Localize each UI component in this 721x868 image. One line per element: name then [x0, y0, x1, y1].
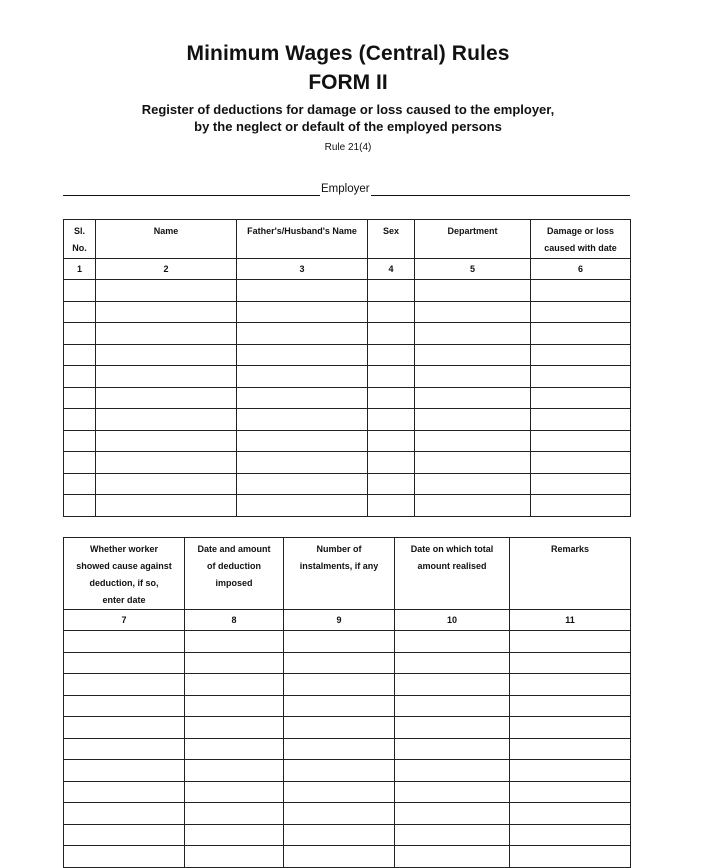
column-header	[531, 220, 631, 259]
blank-cell[interactable]	[395, 760, 510, 782]
blank-cell[interactable]	[64, 323, 96, 345]
blank-cell[interactable]	[284, 652, 395, 674]
blank-cell[interactable]	[415, 344, 531, 366]
employer-line-left	[63, 183, 320, 196]
blank-cell[interactable]	[368, 366, 415, 388]
blank-cell[interactable]	[395, 695, 510, 717]
blank-cell[interactable]	[237, 280, 368, 302]
column-header-line: showed cause against	[76, 561, 172, 571]
blank-cell[interactable]	[64, 803, 185, 825]
blank-cell[interactable]	[368, 344, 415, 366]
blank-cell[interactable]	[368, 430, 415, 452]
column-header-line: imposed	[215, 578, 253, 588]
blank-cell[interactable]	[185, 674, 284, 696]
blank-cell[interactable]	[531, 452, 631, 474]
blank-cell[interactable]	[415, 301, 531, 323]
blank-cell[interactable]	[185, 781, 284, 803]
blank-cell[interactable]	[237, 387, 368, 409]
form-number: FORM II	[308, 71, 388, 94]
column-number: 2	[96, 259, 237, 280]
table-row	[64, 695, 631, 717]
column-number: 11	[510, 610, 631, 631]
blank-cell[interactable]	[510, 652, 631, 674]
column-header-line: Father's/Husband's Name	[247, 226, 357, 236]
blank-cell[interactable]	[96, 430, 237, 452]
blank-cell[interactable]	[96, 409, 237, 431]
column-number: 4	[368, 259, 415, 280]
column-number: 6	[531, 259, 631, 280]
column-number: 9	[284, 610, 395, 631]
column-header-line: Name	[153, 226, 179, 236]
blank-cell[interactable]	[531, 387, 631, 409]
column-number: 7	[64, 610, 185, 631]
blank-cell[interactable]	[64, 409, 96, 431]
table-row	[64, 409, 631, 431]
column-header-line: Sex	[382, 226, 399, 236]
blank-cell[interactable]	[395, 738, 510, 760]
blank-cell[interactable]	[395, 803, 510, 825]
column-header-line: Whether worker	[89, 544, 158, 554]
table-row	[64, 495, 631, 517]
form-title: Minimum Wages (Central) Rules	[186, 42, 510, 65]
blank-cell[interactable]	[531, 323, 631, 345]
blank-cell[interactable]	[531, 301, 631, 323]
table-header-row	[64, 538, 631, 610]
blank-cell[interactable]	[237, 452, 368, 474]
blank-cell[interactable]	[395, 717, 510, 739]
column-header-line: No.	[72, 243, 87, 253]
blank-cell[interactable]	[510, 803, 631, 825]
blank-cell[interactable]	[368, 409, 415, 431]
column-header-line: caused with date	[544, 243, 617, 253]
blank-cell[interactable]	[531, 409, 631, 431]
blank-cell[interactable]	[96, 301, 237, 323]
table-row	[64, 323, 631, 345]
column-header-line: Remarks	[550, 544, 590, 554]
blank-cell[interactable]	[64, 495, 96, 517]
blank-cell[interactable]	[237, 473, 368, 495]
table-row	[64, 846, 631, 868]
blank-cell[interactable]	[531, 473, 631, 495]
column-header-line: instalments, if any	[299, 561, 379, 571]
blank-cell[interactable]	[510, 760, 631, 782]
column-header-line: enter date	[102, 595, 146, 605]
blank-cell[interactable]	[415, 495, 531, 517]
blank-cell[interactable]	[185, 631, 284, 653]
blank-cell[interactable]	[368, 473, 415, 495]
blank-cell[interactable]	[284, 674, 395, 696]
table-row	[64, 387, 631, 409]
blank-cell[interactable]	[531, 366, 631, 388]
blank-cell[interactable]	[96, 280, 237, 302]
blank-cell[interactable]	[284, 824, 395, 846]
subtitle-line-2: by the neglect or default of the employed persons	[194, 119, 502, 134]
blank-cell[interactable]	[415, 473, 531, 495]
blank-cell[interactable]	[284, 846, 395, 868]
column-header-line: deduction, if so,	[89, 578, 159, 588]
column-number: 5	[415, 259, 531, 280]
deductions-table-part-1	[63, 219, 631, 517]
column-header-line: Damage or loss	[546, 226, 615, 236]
blank-cell[interactable]	[395, 824, 510, 846]
blank-cell[interactable]	[185, 738, 284, 760]
blank-cell[interactable]	[284, 738, 395, 760]
deductions-table-part-2	[63, 537, 631, 868]
column-header	[185, 538, 284, 610]
blank-cell[interactable]	[185, 652, 284, 674]
blank-cell[interactable]	[237, 344, 368, 366]
blank-cell[interactable]	[185, 846, 284, 868]
blank-cell[interactable]	[531, 344, 631, 366]
blank-cell[interactable]	[64, 344, 96, 366]
blank-cell[interactable]	[510, 824, 631, 846]
table-row	[64, 473, 631, 495]
table-row	[64, 803, 631, 825]
blank-cell[interactable]	[368, 495, 415, 517]
column-header-line: Number of	[316, 544, 362, 554]
blank-cell[interactable]	[64, 674, 185, 696]
column-header	[415, 220, 531, 259]
blank-cell[interactable]	[96, 366, 237, 388]
blank-cell[interactable]	[96, 387, 237, 409]
blank-cell[interactable]	[368, 301, 415, 323]
blank-cell[interactable]	[368, 280, 415, 302]
employer-field	[63, 182, 630, 196]
employer-label: Employer	[321, 183, 370, 195]
blank-cell[interactable]	[64, 301, 96, 323]
blank-cell[interactable]	[237, 323, 368, 345]
blank-cell[interactable]	[64, 717, 185, 739]
blank-cell[interactable]	[96, 452, 237, 474]
blank-cell[interactable]	[64, 430, 96, 452]
blank-cell[interactable]	[64, 760, 185, 782]
blank-cell[interactable]	[368, 387, 415, 409]
blank-cell[interactable]	[64, 781, 185, 803]
column-header-line: Sl.	[73, 226, 85, 236]
blank-cell[interactable]	[185, 760, 284, 782]
blank-cell[interactable]	[185, 717, 284, 739]
blank-cell[interactable]	[415, 387, 531, 409]
blank-cell[interactable]	[415, 430, 531, 452]
column-number: 3	[237, 259, 368, 280]
blank-cell[interactable]	[64, 473, 96, 495]
blank-cell[interactable]	[237, 301, 368, 323]
table-row	[64, 430, 631, 452]
blank-cell[interactable]	[368, 323, 415, 345]
table-header-row	[64, 220, 631, 259]
column-number: 10	[395, 610, 510, 631]
blank-cell[interactable]	[415, 366, 531, 388]
blank-cell[interactable]	[510, 695, 631, 717]
blank-cell[interactable]	[531, 495, 631, 517]
column-number-row	[64, 259, 631, 280]
column-number-row	[64, 610, 631, 631]
column-header	[64, 220, 96, 259]
table-row	[64, 631, 631, 653]
blank-cell[interactable]	[395, 652, 510, 674]
blank-cell[interactable]	[284, 803, 395, 825]
column-header	[395, 538, 510, 610]
blank-cell[interactable]	[96, 495, 237, 517]
table-row	[64, 824, 631, 846]
column-header-line: Date and amount	[197, 544, 271, 554]
blank-cell[interactable]	[185, 824, 284, 846]
blank-cell[interactable]	[64, 387, 96, 409]
blank-cell[interactable]	[284, 631, 395, 653]
table-row	[64, 738, 631, 760]
blank-cell[interactable]	[531, 280, 631, 302]
blank-cell[interactable]	[64, 652, 185, 674]
blank-cell[interactable]	[415, 280, 531, 302]
column-header	[284, 538, 395, 610]
table-row	[64, 301, 631, 323]
blank-cell[interactable]	[415, 323, 531, 345]
blank-cell[interactable]	[510, 674, 631, 696]
blank-cell[interactable]	[395, 846, 510, 868]
blank-cell[interactable]	[237, 409, 368, 431]
table-row	[64, 652, 631, 674]
column-header	[368, 220, 415, 259]
blank-cell[interactable]	[237, 430, 368, 452]
blank-cell[interactable]	[96, 473, 237, 495]
column-number: 8	[185, 610, 284, 631]
column-header-line: Department	[447, 226, 498, 236]
table-row	[64, 717, 631, 739]
column-header	[96, 220, 237, 259]
employer-line-right	[371, 183, 630, 196]
blank-cell[interactable]	[185, 695, 284, 717]
table-row	[64, 760, 631, 782]
blank-cell[interactable]	[64, 738, 185, 760]
blank-cell[interactable]	[510, 846, 631, 868]
blank-cell[interactable]	[395, 674, 510, 696]
table-row	[64, 781, 631, 803]
column-header-line: Date on which total	[410, 544, 494, 554]
column-header	[237, 220, 368, 259]
blank-cell[interactable]	[64, 631, 185, 653]
blank-cell[interactable]	[415, 452, 531, 474]
blank-cell[interactable]	[531, 430, 631, 452]
blank-cell[interactable]	[510, 738, 631, 760]
table-row	[64, 366, 631, 388]
blank-cell[interactable]	[395, 631, 510, 653]
blank-cell[interactable]	[415, 409, 531, 431]
blank-cell[interactable]	[284, 717, 395, 739]
blank-cell[interactable]	[284, 781, 395, 803]
column-header-line: of deduction	[207, 561, 261, 571]
blank-cell[interactable]	[64, 366, 96, 388]
form-subtitle	[0, 101, 696, 135]
blank-cell[interactable]	[237, 495, 368, 517]
blank-cell[interactable]	[64, 695, 185, 717]
blank-cell[interactable]	[368, 452, 415, 474]
column-header-line: amount realised	[417, 561, 487, 571]
blank-cell[interactable]	[64, 452, 96, 474]
blank-cell[interactable]	[510, 781, 631, 803]
table-row	[64, 344, 631, 366]
table-row	[64, 674, 631, 696]
subtitle-line-1: Register of deductions for damage or loss caused to the employer,	[141, 102, 555, 117]
blank-cell[interactable]	[185, 803, 284, 825]
rule-reference: Rule 21(4)	[324, 142, 372, 153]
blank-cell[interactable]	[284, 695, 395, 717]
table-row	[64, 452, 631, 474]
blank-cell[interactable]	[237, 366, 368, 388]
column-header	[64, 538, 185, 610]
blank-cell[interactable]	[284, 760, 395, 782]
blank-cell[interactable]	[64, 824, 185, 846]
table-row	[64, 280, 631, 302]
blank-cell[interactable]	[96, 323, 237, 345]
column-number: 1	[64, 259, 96, 280]
blank-cell[interactable]	[510, 631, 631, 653]
blank-cell[interactable]	[64, 280, 96, 302]
column-header	[510, 538, 631, 610]
blank-cell[interactable]	[64, 846, 185, 868]
blank-cell[interactable]	[395, 781, 510, 803]
blank-cell[interactable]	[510, 717, 631, 739]
blank-cell[interactable]	[96, 344, 237, 366]
